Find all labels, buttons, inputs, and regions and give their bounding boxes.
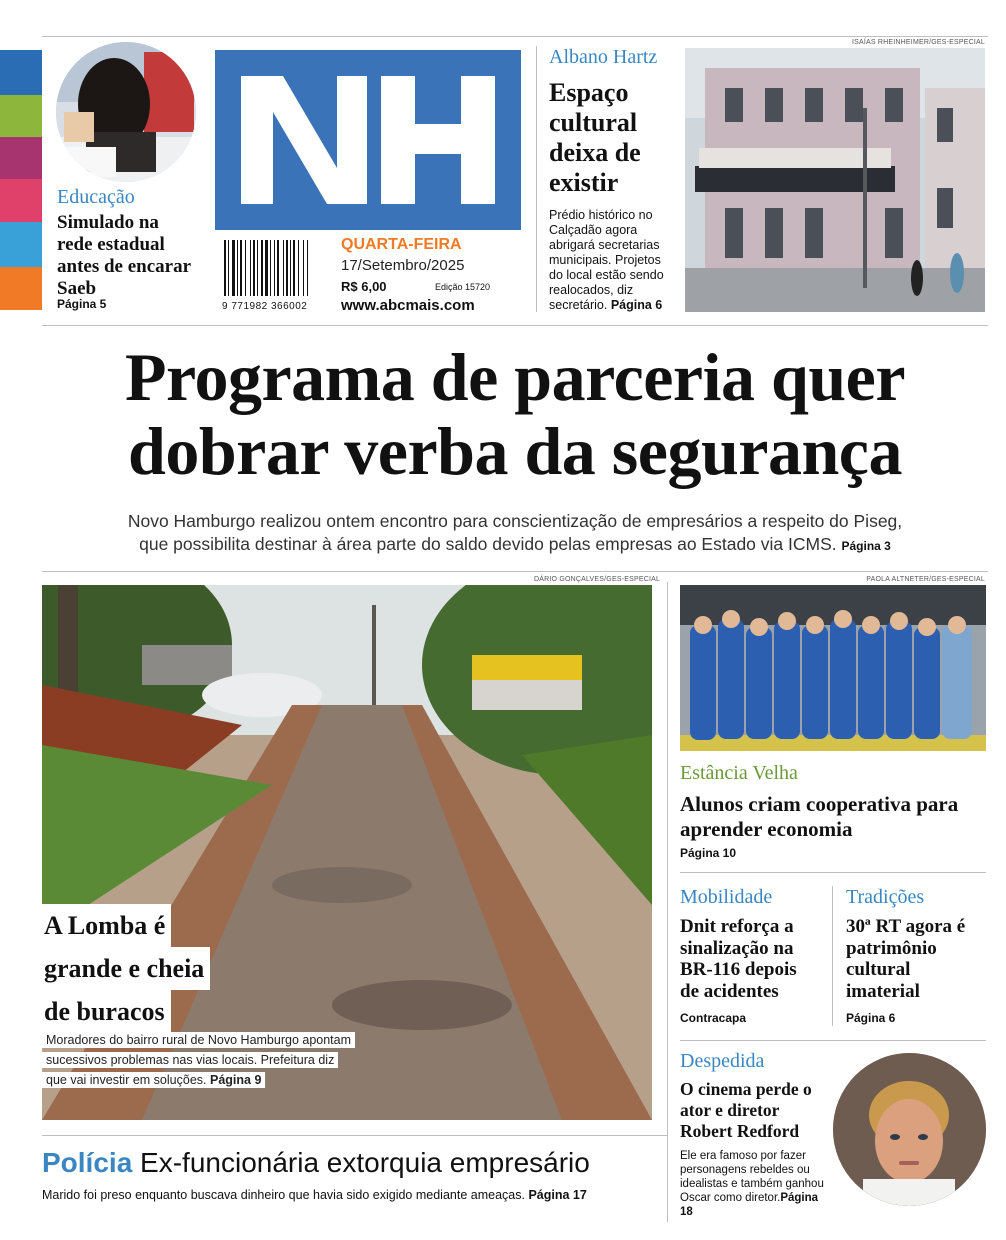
tradicoes-page: Página 6 xyxy=(846,1011,896,1025)
despedida-page: Página 18 xyxy=(680,1192,819,1218)
barcode-bar xyxy=(270,240,271,296)
main-deck-line-2: que possibilita destinar à área parte do saldo devido pelas empresas ao Estado via ICMS. xyxy=(139,534,837,554)
weekday: QUARTA-FEIRA xyxy=(341,236,462,253)
main-photo-caption-line-3: que vai investir em soluções. xyxy=(46,1073,207,1087)
despedida-rule xyxy=(680,1040,986,1041)
police-rule xyxy=(42,1135,667,1136)
barcode-bar xyxy=(303,240,304,296)
date: 17/Setembro/2025 xyxy=(341,257,465,274)
police-title: Ex-funcionária extorquia empresário xyxy=(140,1147,590,1178)
barcode-bar xyxy=(293,240,295,296)
color-bar-1 xyxy=(0,50,42,95)
barcode-bar xyxy=(240,240,242,296)
color-bar-5 xyxy=(0,222,42,267)
barcode-bar xyxy=(232,240,235,296)
estancia-kicker: Estância Velha xyxy=(680,762,798,784)
barcode-bar xyxy=(253,240,255,296)
police-page: Página 17 xyxy=(528,1188,587,1202)
main-photo-caption-line-2: sucessivos problemas nas vias locais. Prefeitura diz xyxy=(42,1052,338,1068)
education-title[interactable]: Simulado na rede estadual antes de encarar Saeb xyxy=(57,212,191,299)
barcode-bar xyxy=(286,240,288,296)
main-headline-line-2: dobrar verba da segurança xyxy=(128,413,902,489)
edition: Edição 15720 xyxy=(435,282,491,292)
police-body-text: Marido foi preso enquanto buscava dinheiro que havia sido exigido mediante ameaças. xyxy=(42,1188,525,1202)
redford-photo[interactable] xyxy=(833,1053,986,1206)
barcode-bar xyxy=(237,240,238,296)
estancia-title[interactable]: Alunos criam cooperativa para aprender economia xyxy=(680,792,959,841)
color-bar-2 xyxy=(0,95,42,137)
barcode xyxy=(222,240,330,312)
top-rule xyxy=(42,36,988,37)
main-photo-title-line-2: grande e cheia xyxy=(42,947,210,990)
estancia-rule xyxy=(680,872,986,873)
right-column-divider xyxy=(667,582,668,1222)
police-headline[interactable] xyxy=(42,1147,590,1179)
barcode-bar xyxy=(245,240,246,296)
main-headline[interactable] xyxy=(42,340,988,488)
top-story-body xyxy=(549,208,677,313)
top-story-kicker: Albano Hartz xyxy=(549,46,658,68)
education-kicker: Educação xyxy=(57,186,135,208)
education-photo[interactable] xyxy=(56,42,196,182)
top-section-rule xyxy=(42,325,988,326)
main-photo-page: Página 9 xyxy=(209,1073,262,1087)
barcode-bar xyxy=(277,240,279,296)
barcode-bar xyxy=(274,240,275,296)
barcode-bar xyxy=(283,240,284,296)
main-photo-caption xyxy=(42,1031,402,1089)
estancia-photo-credit: PAOLA ALTNETER/GES-ESPECIAL xyxy=(866,576,985,583)
police-kicker: Polícia xyxy=(42,1147,133,1178)
top-story-body-text: Prédio histórico no Calçadão agora abrigará secretarias municipais. Projetos do local estão sendo realocados, diz secretário. xyxy=(549,208,664,312)
mobilidade-kicker: Mobilidade xyxy=(680,886,773,908)
education-page: Página 5 xyxy=(57,297,107,311)
building-photo[interactable] xyxy=(685,48,985,312)
color-bar-4 xyxy=(0,179,42,222)
main-photo-title[interactable] xyxy=(42,904,210,1033)
color-bar-6 xyxy=(0,267,42,310)
main-headline-line-1: Programa de parceria quer xyxy=(124,339,906,415)
estancia-page: Página 10 xyxy=(680,846,737,860)
main-photo-title-line-3: de buracos xyxy=(42,990,171,1033)
top-story-credit: ISAÍAS RHEINHEIMER/GES-ESPECIAL xyxy=(851,39,985,46)
barcode-bar xyxy=(257,240,258,296)
despedida-title[interactable]: O cinema perde o ator e diretor Robert Redford xyxy=(680,1079,812,1141)
police-body xyxy=(42,1188,682,1202)
main-deck-page: Página 3 xyxy=(841,539,891,553)
barcode-bar xyxy=(298,240,299,296)
top-story-title[interactable]: Espaço cultural deixa de existir xyxy=(549,78,641,197)
main-photo-title-line-1: A Lomba é xyxy=(42,904,171,947)
barcode-bar xyxy=(250,240,251,296)
main-deck-line-1: Novo Hamburgo realizou ontem encontro para conscientização de empresários a respeito do Piseg, xyxy=(127,511,903,531)
price: R$ 6,00 xyxy=(341,279,387,294)
barcode-bar xyxy=(290,240,291,296)
headline-rule xyxy=(42,571,988,572)
students-photo[interactable] xyxy=(680,585,986,751)
main-photo-credit: DÁRIO GONÇALVES/GES-ESPECIAL xyxy=(534,576,661,583)
color-bar-3 xyxy=(0,137,42,179)
barcode-bar xyxy=(228,240,229,296)
tradicoes-kicker: Tradições xyxy=(846,886,925,908)
mobilidade-divider xyxy=(832,886,833,1026)
nh-logo[interactable] xyxy=(215,50,521,230)
barcode-bar xyxy=(224,240,226,296)
main-deck xyxy=(42,510,988,558)
despedida-body-text: Ele era famoso por fazer personagens rebeldes ou idealistas e também ganhou Oscar como diretor. xyxy=(680,1150,824,1204)
barcode-bar xyxy=(261,240,263,296)
masthead-divider xyxy=(536,46,537,312)
barcode-bar xyxy=(265,240,268,296)
despedida-body xyxy=(680,1149,832,1219)
despedida-kicker: Despedida xyxy=(680,1050,765,1072)
mobilidade-page: Contracapa xyxy=(680,1011,747,1025)
tradicoes-title[interactable]: 30ª RT agora é patrimônio cultural imaterial xyxy=(846,916,966,1002)
barcode-bar xyxy=(307,240,308,296)
main-photo-caption-line-1: Moradores do bairro rural de Novo Hamburgo apontam xyxy=(42,1032,355,1048)
barcode-number: 9 771982 366002 xyxy=(222,301,308,312)
website[interactable]: www.abcmais.com xyxy=(341,297,475,314)
mobilidade-title[interactable]: Dnit reforça a sinalização na BR-116 depois de acidentes xyxy=(680,916,797,1002)
top-story-page: Página 6 xyxy=(610,298,663,312)
